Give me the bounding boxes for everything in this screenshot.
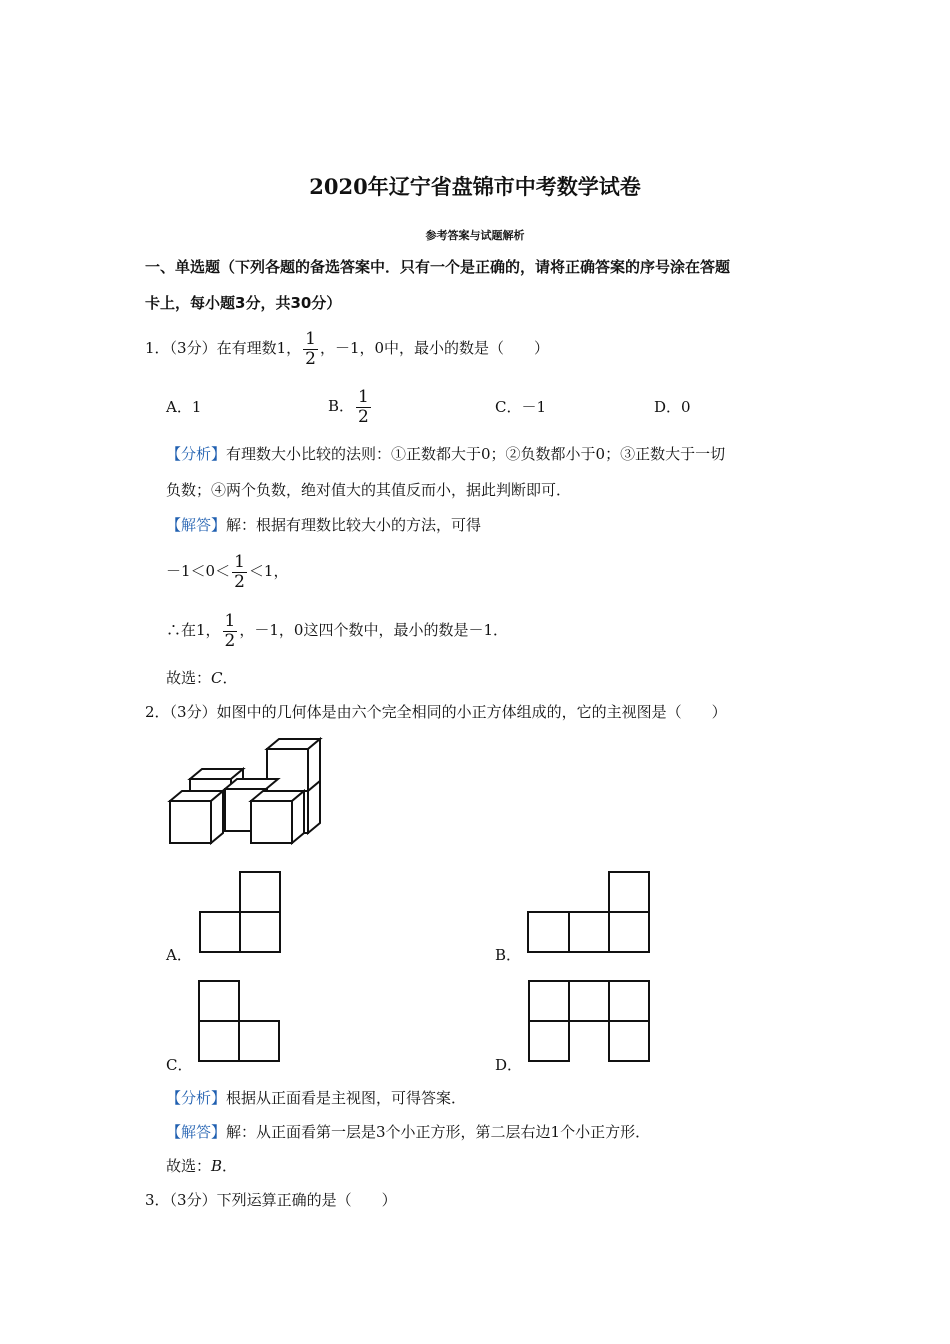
q2-option-a-figure[interactable] (199, 871, 281, 953)
q1-analysis-line2: 负数；④两个负数，绝对值大的其值反而小，据此判断即可． (166, 481, 572, 499)
q1-conclusion: ∴在1， $\frac{1}{2}$ ，－1，0这四个数中，最小的数是－1． (166, 610, 509, 651)
section-heading-line1: 一、单选题（下列各题的备选答案中．只有一个是正确的，请将正确答案的序号涂在答题 (145, 258, 731, 276)
q1-option-d[interactable]: D．0 (654, 398, 691, 416)
q1-option-b[interactable]: B． $\frac{1}{2}$ (328, 386, 369, 427)
q1-answer-line1: 【解答】解：根据有理数比较大小的方法，可得 (166, 516, 482, 534)
q1-stem-part1: （3分）在有理数1， (169, 339, 302, 357)
q3-stem: 3．（3分）下列运算正确的是（ ） (145, 1191, 397, 1209)
q2-option-b-label[interactable]: B． (495, 946, 522, 964)
q2-number: 2． (145, 703, 170, 721)
q2-option-d-label[interactable]: D． (495, 1056, 523, 1074)
q2-analysis: 【分析】根据从正面看是主视图，可得答案． (166, 1089, 467, 1107)
fraction-one-half: $\frac{1}{2}$ (305, 328, 316, 369)
analysis-tag: 【分析】 (166, 445, 227, 463)
q2-option-b-figure[interactable] (527, 871, 650, 953)
section-heading-line2: 卡上，每小题3分，共30分） (145, 294, 342, 312)
q2-option-a-label[interactable]: A． (166, 946, 192, 964)
q2-choice: 故选：B． (166, 1157, 238, 1175)
q2-answer: 【解答】解：从正面看第一层是3个小正方形，第二层右边1个小正方形． (166, 1123, 651, 1141)
q2-option-d-figure[interactable] (528, 980, 651, 1062)
page-subtitle: 参考答案与试题解析 (425, 229, 525, 242)
q2-option-c-label[interactable]: C． (166, 1056, 193, 1074)
q1-analysis-line1: 【分析】有理数大小比较的法则：①正数都大于0；②负数都小于0；③正数大于一切 (166, 445, 726, 463)
fraction-one-half: $\frac{1}{2}$ (234, 551, 245, 592)
answer-tag: 【解答】 (166, 1123, 227, 1141)
q2-option-c-figure[interactable] (198, 980, 280, 1062)
answer-tag: 【解答】 (166, 516, 227, 534)
cube-solid-figure (165, 733, 330, 848)
q1-stem (145, 328, 549, 368)
q1-stem-part2: ，－1，0中，最小的数是（ ） (319, 339, 550, 357)
q1-number: 1． (145, 339, 170, 357)
q3-number: 3． (145, 1191, 170, 1209)
q1-choice: 故选：C． (166, 669, 238, 687)
fraction-one-half: $\frac{1}{2}$ (358, 386, 369, 427)
q1-option-c[interactable]: C．－1 (495, 398, 547, 416)
q2-stem: 2．（3分）如图中的几何体是由六个完全相同的小正方体组成的，它的主视图是（ ） (145, 703, 727, 721)
page-title: 2020年辽宁省盘锦市中考数学试卷 (309, 174, 641, 199)
q1-inequality: －1＜0＜ $\frac{1}{2}$ ＜1， (166, 551, 289, 592)
fraction-one-half: $\frac{1}{2}$ (224, 610, 236, 651)
q1-option-a[interactable]: A．1 (166, 398, 202, 416)
analysis-tag: 【分析】 (166, 1089, 227, 1107)
